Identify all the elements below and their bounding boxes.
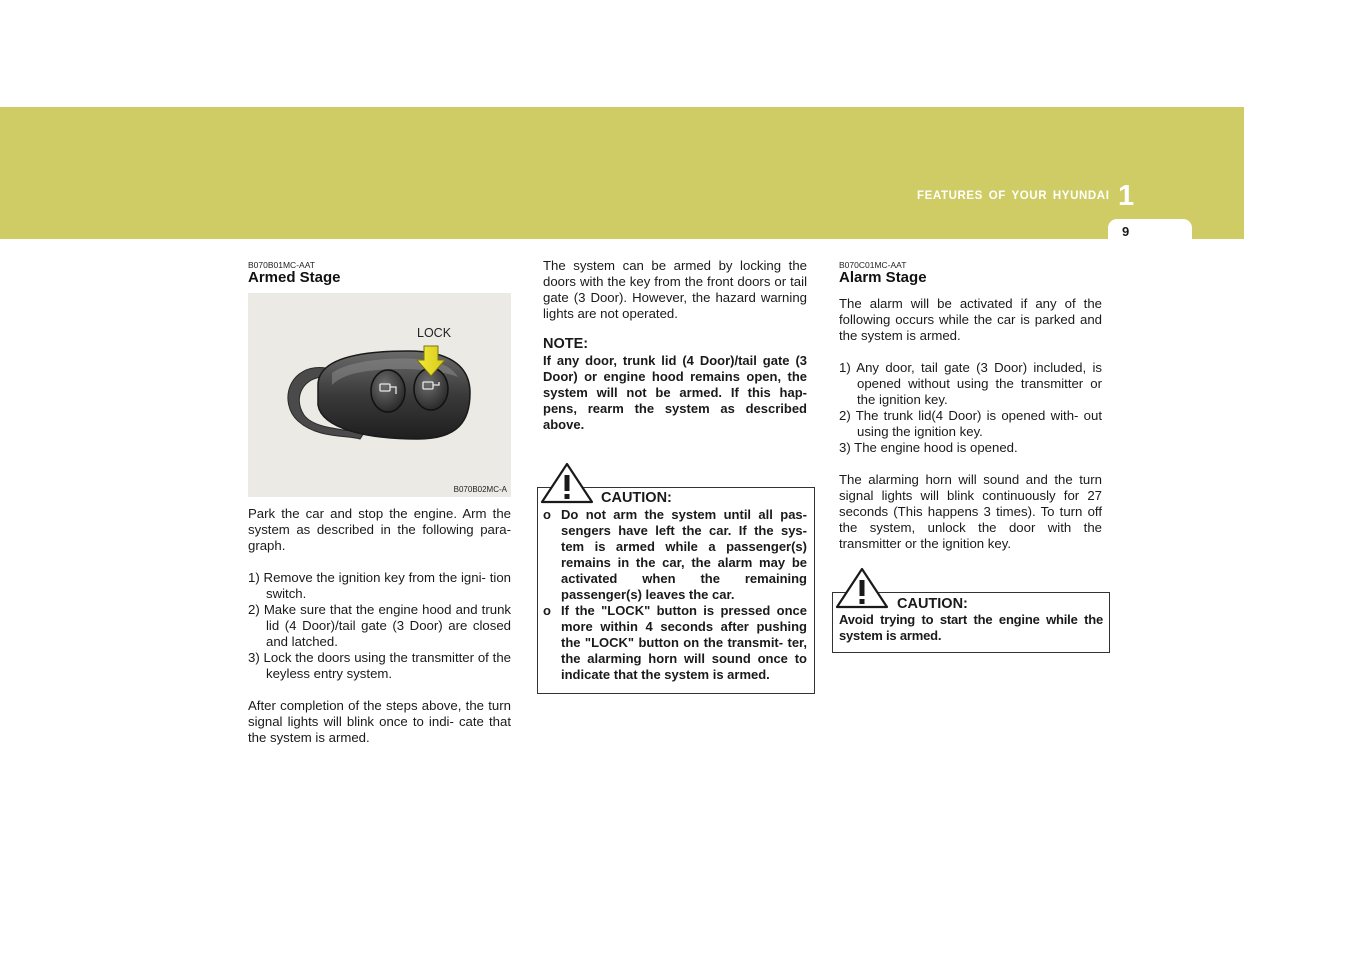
caution-list — [543, 507, 807, 683]
armed-closing: After completion of the steps above, the turn signal lights will blink once to indi- cate that the system is armed. — [248, 698, 511, 745]
key-fob-figure — [248, 293, 511, 497]
section-heading: Alarm Stage — [839, 269, 927, 286]
warning-triangle-icon — [539, 461, 595, 505]
bullet: o — [543, 603, 551, 618]
alarm-stage-body — [839, 296, 1102, 552]
alarm-conditions-list — [839, 360, 1102, 456]
caution-item-text: Do not arm the system until all pas- sengers have left the car. If the sys- tem is armed while a passenger(s) remains in the car, the alarm may be activated when the remaining passenger(s) leaves the car. — [561, 507, 807, 602]
alarm-intro: The alarm will be activated if any of the following occurs while the car is parked and the system is armed. — [839, 296, 1102, 343]
caution-label: CAUTION: — [897, 596, 968, 612]
armed-intro: Park the car and stop the engine. Arm the system as described in the following para- graph. — [248, 506, 511, 553]
list-item — [543, 507, 807, 603]
key-fob-illustration — [248, 293, 511, 497]
figure-code: B070B02MC-A — [453, 485, 507, 494]
list-item: 3) Lock the doors using the transmitter of the keyless entry system. — [248, 650, 511, 681]
section-title: FEATURES OF YOUR HYUNDAI — [917, 190, 1110, 202]
caution-item-text: If the "LOCK" button is pressed once more within 4 seconds after pushing the "LOCK" button on the transmit- ter, the alarming horn will sound once to indicate that the system is armed. — [561, 603, 807, 682]
armed-steps-list — [248, 570, 511, 682]
list-item: 1) Any door, tail gate (3 Door) included, is opened without using the transmitter or the ignition key. — [839, 360, 1102, 407]
caution-text: Avoid trying to start the engine while the system is armed. — [839, 612, 1103, 643]
lock-callout-label: LOCK — [417, 326, 452, 340]
section-heading: Armed Stage — [248, 269, 341, 286]
warning-triangle-icon — [834, 566, 890, 610]
section-code: B070B01MC-AAT — [248, 260, 315, 270]
armed-stage-body — [248, 506, 511, 746]
note-label: NOTE: — [543, 336, 589, 352]
caution-label: CAUTION: — [601, 490, 672, 506]
page-number-tab — [1108, 219, 1192, 241]
list-item: 1) Remove the ignition key from the igni- tion switch. — [248, 570, 511, 601]
arming-text: The system can be armed by locking the doors with the key from the front doors or tail gate (3 Door). However, the hazard warning lights are not operated. — [543, 258, 807, 321]
section-code: B070C01MC-AAT — [839, 260, 907, 270]
bullet: o — [543, 507, 551, 522]
list-item: 2) The trunk lid(4 Door) is opened with- out using the ignition key. — [839, 408, 1102, 439]
list-item — [543, 603, 807, 683]
list-item: 2) Make sure that the engine hood and trunk lid (4 Door)/tail gate (3 Door) are closed and latched. — [248, 602, 511, 649]
alarm-horn-text: The alarming horn will sound and the turn signal lights will blink continuously for 27 seconds (This happens 3 times). To turn off the system, unlock the door with the transmitter or the ignition key. — [839, 472, 1102, 551]
header-band — [0, 107, 1244, 239]
list-item: 3) The engine hood is opened. — [839, 440, 1018, 455]
note-text: If any door, trunk lid (4 Door)/tail gate (3 Door) or engine hood remains open, the system will not be armed. If this hap- pens, rearm the system as described above. — [543, 353, 807, 432]
page-number: 9 — [1122, 224, 1130, 239]
arming-body — [543, 258, 807, 322]
chapter-number: 1 — [1118, 180, 1135, 212]
